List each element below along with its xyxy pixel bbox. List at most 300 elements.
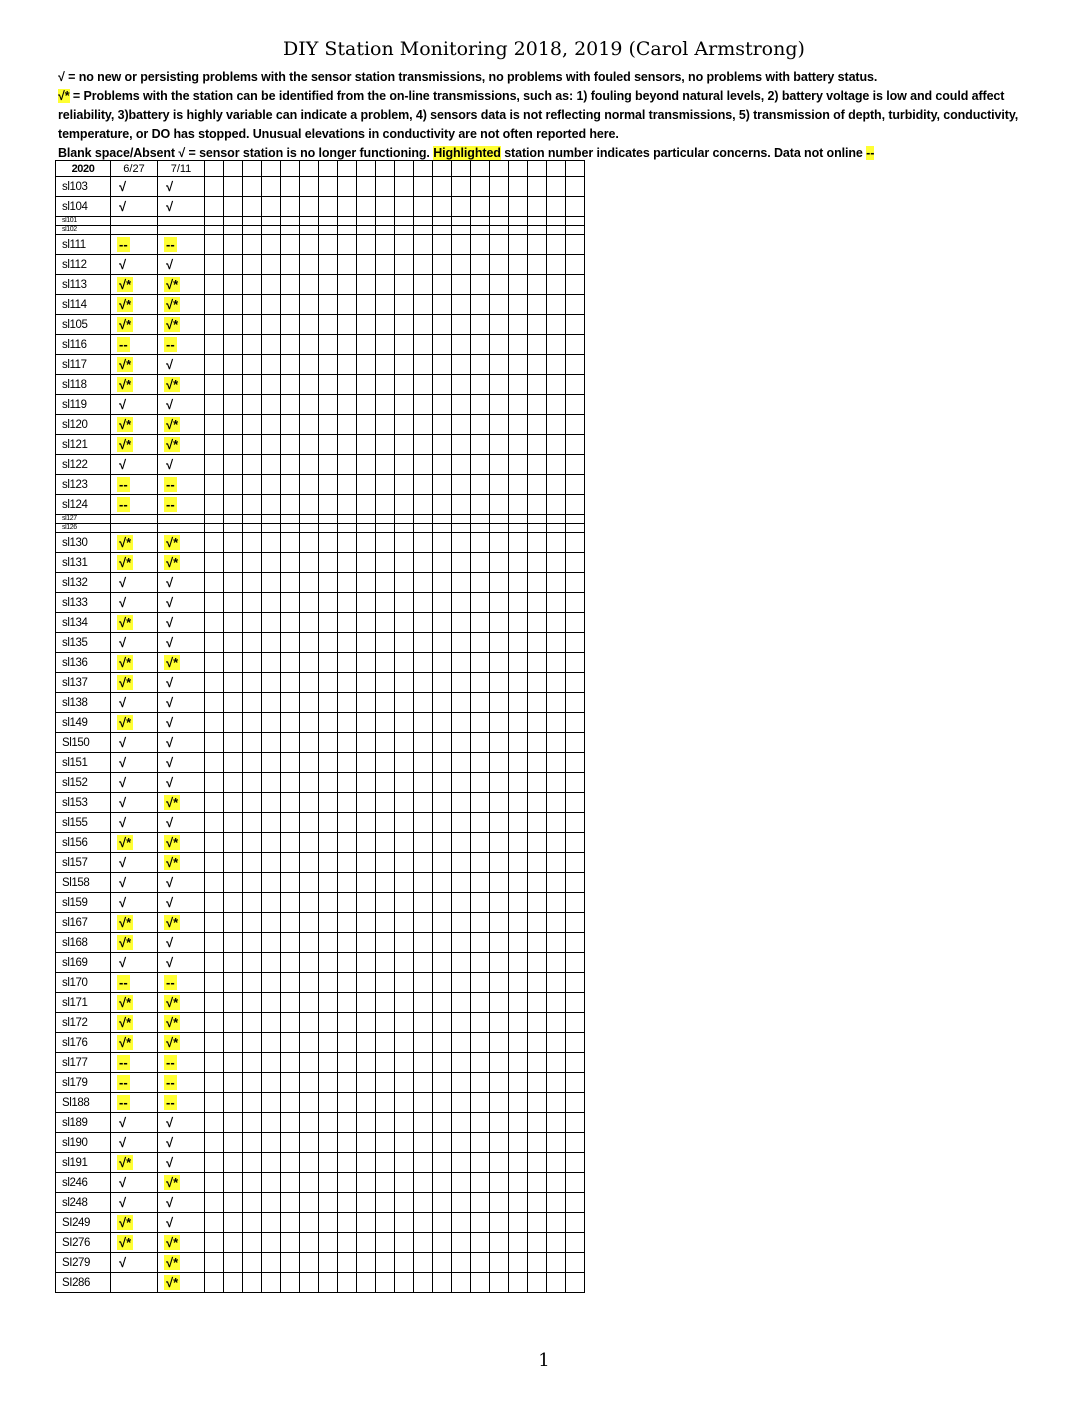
status-cell — [158, 693, 205, 713]
status-cell — [111, 177, 158, 197]
empty-cell — [509, 524, 528, 533]
empty-cell — [262, 495, 281, 515]
empty-cell — [490, 515, 509, 524]
problem-mark: √* — [119, 935, 132, 950]
empty-cell — [414, 853, 433, 873]
empty-cell — [566, 573, 585, 593]
empty-cell — [357, 217, 376, 226]
empty-cell — [509, 177, 528, 197]
no-data-mark: -- — [166, 497, 175, 512]
empty-cell — [281, 455, 300, 475]
empty-cell — [224, 1033, 243, 1053]
status-cell — [158, 515, 205, 524]
empty-cell — [376, 933, 395, 953]
empty-cell — [319, 177, 338, 197]
empty-cell — [509, 217, 528, 226]
empty-cell — [300, 873, 319, 893]
empty-cell — [300, 515, 319, 524]
empty-cell — [300, 973, 319, 993]
empty-cell — [357, 853, 376, 873]
empty-cell — [319, 873, 338, 893]
empty-cell — [243, 1113, 262, 1133]
empty-header-cell — [262, 161, 281, 177]
station-id: sl169 — [56, 953, 111, 973]
empty-cell — [547, 753, 566, 773]
empty-cell — [319, 495, 338, 515]
empty-cell — [262, 235, 281, 255]
check-mark: √ — [166, 1135, 174, 1150]
empty-cell — [357, 197, 376, 217]
empty-cell — [452, 973, 471, 993]
empty-cell — [338, 1173, 357, 1193]
table-row — [56, 1033, 585, 1053]
station-id: sl151 — [56, 753, 111, 773]
status-cell — [111, 1133, 158, 1153]
station-id: sl102 — [56, 226, 111, 235]
empty-cell — [357, 335, 376, 355]
empty-cell — [319, 973, 338, 993]
empty-cell — [452, 235, 471, 255]
empty-cell — [319, 613, 338, 633]
empty-cell — [262, 853, 281, 873]
status-cell — [158, 873, 205, 893]
empty-cell — [243, 813, 262, 833]
table-row — [56, 773, 585, 793]
empty-cell — [243, 1093, 262, 1113]
empty-cell — [262, 653, 281, 673]
table-row — [56, 1213, 585, 1233]
empty-cell — [452, 515, 471, 524]
empty-cell — [281, 1233, 300, 1253]
empty-cell — [509, 495, 528, 515]
check-mark: √ — [119, 735, 127, 750]
empty-cell — [205, 893, 224, 913]
empty-cell — [547, 1073, 566, 1093]
empty-cell — [471, 435, 490, 455]
empty-cell — [395, 235, 414, 255]
empty-cell — [452, 415, 471, 435]
status-cell — [158, 1033, 205, 1053]
empty-cell — [300, 226, 319, 235]
empty-cell — [528, 953, 547, 973]
empty-cell — [281, 933, 300, 953]
empty-cell — [509, 1213, 528, 1233]
empty-cell — [357, 773, 376, 793]
status-cell — [111, 524, 158, 533]
empty-cell — [528, 395, 547, 415]
empty-cell — [528, 753, 547, 773]
empty-cell — [376, 255, 395, 275]
empty-cell — [300, 593, 319, 613]
empty-cell — [224, 226, 243, 235]
empty-cell — [357, 1273, 376, 1293]
empty-cell — [528, 1133, 547, 1153]
empty-cell — [224, 1133, 243, 1153]
empty-cell — [414, 295, 433, 315]
empty-cell — [376, 235, 395, 255]
empty-cell — [224, 455, 243, 475]
empty-cell — [566, 1233, 585, 1253]
empty-cell — [281, 415, 300, 435]
empty-cell — [338, 177, 357, 197]
empty-cell — [566, 613, 585, 633]
empty-cell — [471, 1253, 490, 1273]
empty-cell — [205, 375, 224, 395]
empty-cell — [262, 295, 281, 315]
empty-cell — [300, 733, 319, 753]
station-id: sl177 — [56, 1053, 111, 1073]
check-mark: √ — [166, 695, 174, 710]
problem-mark: √* — [119, 437, 132, 452]
empty-cell — [528, 833, 547, 853]
empty-cell — [566, 197, 585, 217]
empty-cell — [528, 653, 547, 673]
empty-cell — [395, 1133, 414, 1153]
empty-cell — [566, 435, 585, 455]
empty-cell — [547, 177, 566, 197]
empty-cell — [509, 853, 528, 873]
no-data-mark: -- — [166, 1075, 175, 1090]
empty-cell — [414, 515, 433, 524]
empty-cell — [262, 1053, 281, 1073]
empty-cell — [490, 713, 509, 733]
problem-mark: √* — [119, 615, 132, 630]
empty-cell — [547, 524, 566, 533]
status-cell — [111, 395, 158, 415]
problem-mark: √* — [119, 535, 132, 550]
empty-cell — [357, 1133, 376, 1153]
empty-cell — [433, 1233, 452, 1253]
empty-cell — [490, 853, 509, 873]
empty-cell — [262, 733, 281, 753]
station-id: sl248 — [56, 1193, 111, 1213]
empty-header-cell — [281, 161, 300, 177]
empty-cell — [243, 177, 262, 197]
empty-cell — [452, 475, 471, 495]
empty-cell — [224, 973, 243, 993]
empty-cell — [205, 693, 224, 713]
empty-cell — [224, 255, 243, 275]
table-row — [56, 813, 585, 833]
empty-cell — [262, 613, 281, 633]
empty-cell — [471, 1033, 490, 1053]
empty-cell — [319, 275, 338, 295]
check-mark: √ — [166, 575, 174, 590]
empty-cell — [205, 833, 224, 853]
empty-cell — [490, 733, 509, 753]
empty-cell — [300, 1013, 319, 1033]
empty-cell — [319, 435, 338, 455]
empty-cell — [376, 853, 395, 873]
empty-cell — [395, 733, 414, 753]
empty-cell — [357, 813, 376, 833]
empty-cell — [433, 653, 452, 673]
empty-cell — [509, 235, 528, 255]
empty-cell — [452, 573, 471, 593]
table-row — [56, 553, 585, 573]
status-cell — [111, 853, 158, 873]
empty-cell — [490, 415, 509, 435]
status-cell — [158, 295, 205, 315]
empty-cell — [528, 553, 547, 573]
empty-cell — [395, 853, 414, 873]
empty-cell — [300, 933, 319, 953]
empty-cell — [471, 1133, 490, 1153]
empty-cell — [357, 235, 376, 255]
empty-cell — [414, 435, 433, 455]
empty-cell — [528, 1233, 547, 1253]
status-cell — [158, 973, 205, 993]
empty-cell — [319, 455, 338, 475]
empty-cell — [357, 355, 376, 375]
table-row — [56, 673, 585, 693]
empty-cell — [357, 455, 376, 475]
table-row — [56, 653, 585, 673]
empty-cell — [452, 1233, 471, 1253]
table-row — [56, 633, 585, 653]
empty-cell — [243, 515, 262, 524]
status-cell — [111, 533, 158, 553]
empty-cell — [205, 226, 224, 235]
empty-cell — [357, 1073, 376, 1093]
empty-cell — [338, 197, 357, 217]
empty-cell — [471, 524, 490, 533]
empty-cell — [547, 653, 566, 673]
empty-cell — [376, 217, 395, 226]
empty-cell — [471, 933, 490, 953]
check-mark: √ — [119, 257, 127, 272]
check-mark: √ — [166, 755, 174, 770]
empty-cell — [300, 197, 319, 217]
empty-cell — [566, 1013, 585, 1033]
empty-cell — [357, 613, 376, 633]
empty-cell — [281, 1153, 300, 1173]
empty-cell — [471, 613, 490, 633]
empty-cell — [338, 255, 357, 275]
empty-cell — [224, 573, 243, 593]
status-cell — [158, 893, 205, 913]
empty-cell — [224, 893, 243, 913]
empty-cell — [262, 593, 281, 613]
empty-cell — [566, 1173, 585, 1193]
empty-cell — [224, 593, 243, 613]
empty-cell — [528, 475, 547, 495]
empty-cell — [547, 355, 566, 375]
empty-cell — [528, 1173, 547, 1193]
problem-mark: √* — [119, 377, 132, 392]
empty-cell — [528, 524, 547, 533]
table-header-row — [56, 161, 585, 177]
empty-cell — [452, 1193, 471, 1213]
empty-cell — [452, 553, 471, 573]
empty-cell — [243, 415, 262, 435]
legend-line-ok — [58, 68, 1048, 87]
empty-cell — [452, 1073, 471, 1093]
empty-cell — [395, 893, 414, 913]
empty-cell — [319, 295, 338, 315]
empty-cell — [509, 653, 528, 673]
empty-cell — [281, 1253, 300, 1273]
empty-cell — [395, 533, 414, 553]
empty-cell — [509, 1113, 528, 1133]
empty-cell — [509, 913, 528, 933]
empty-cell — [528, 673, 547, 693]
empty-cell — [490, 613, 509, 633]
empty-cell — [224, 533, 243, 553]
check-mark: √ — [166, 775, 174, 790]
empty-cell — [319, 753, 338, 773]
empty-cell — [414, 793, 433, 813]
check-mark: √ — [119, 1255, 127, 1270]
empty-cell — [357, 573, 376, 593]
legend-line-problem — [58, 87, 1048, 144]
empty-cell — [471, 693, 490, 713]
empty-cell — [357, 733, 376, 753]
empty-cell — [224, 275, 243, 295]
empty-cell — [528, 893, 547, 913]
check-mark: √ — [119, 775, 127, 790]
empty-cell — [281, 573, 300, 593]
empty-cell — [205, 613, 224, 633]
empty-cell — [205, 1213, 224, 1233]
status-cell — [158, 1193, 205, 1213]
table-row — [56, 1193, 585, 1213]
empty-cell — [376, 833, 395, 853]
empty-cell — [509, 395, 528, 415]
empty-cell — [224, 653, 243, 673]
empty-cell — [452, 255, 471, 275]
status-cell — [158, 315, 205, 335]
empty-cell — [566, 515, 585, 524]
table-row — [56, 177, 585, 197]
empty-cell — [528, 973, 547, 993]
status-cell — [158, 533, 205, 553]
empty-cell — [243, 933, 262, 953]
empty-cell — [338, 226, 357, 235]
station-id: sl149 — [56, 713, 111, 733]
status-cell — [111, 593, 158, 613]
empty-cell — [471, 375, 490, 395]
status-cell — [111, 633, 158, 653]
empty-cell — [319, 1273, 338, 1293]
empty-cell — [509, 335, 528, 355]
problem-mark: √* — [119, 675, 132, 690]
empty-cell — [319, 693, 338, 713]
empty-cell — [243, 553, 262, 573]
empty-cell — [452, 495, 471, 515]
empty-cell — [490, 573, 509, 593]
empty-cell — [281, 1033, 300, 1053]
station-id: sl190 — [56, 1133, 111, 1153]
empty-cell — [547, 773, 566, 793]
empty-cell — [395, 475, 414, 495]
status-cell — [111, 1093, 158, 1113]
empty-cell — [357, 375, 376, 395]
table-row — [56, 235, 585, 255]
empty-cell — [471, 197, 490, 217]
empty-cell — [471, 533, 490, 553]
empty-cell — [205, 515, 224, 524]
empty-header-cell — [395, 161, 414, 177]
empty-cell — [262, 1213, 281, 1233]
empty-cell — [224, 733, 243, 753]
check-mark: √ — [166, 1215, 174, 1230]
empty-cell — [566, 533, 585, 553]
empty-cell — [471, 653, 490, 673]
empty-cell — [566, 295, 585, 315]
empty-cell — [281, 793, 300, 813]
empty-cell — [547, 275, 566, 295]
status-cell — [111, 275, 158, 295]
no-data-mark: -- — [119, 1055, 128, 1070]
empty-cell — [262, 1173, 281, 1193]
empty-cell — [471, 553, 490, 573]
empty-cell — [528, 593, 547, 613]
empty-header-cell — [566, 161, 585, 177]
empty-cell — [243, 255, 262, 275]
empty-cell — [319, 573, 338, 593]
empty-cell — [490, 524, 509, 533]
empty-cell — [414, 913, 433, 933]
empty-cell — [224, 177, 243, 197]
empty-cell — [452, 226, 471, 235]
empty-cell — [395, 355, 414, 375]
table-row — [56, 217, 585, 226]
empty-cell — [205, 177, 224, 197]
empty-cell — [414, 973, 433, 993]
empty-cell — [376, 1053, 395, 1073]
empty-cell — [566, 853, 585, 873]
empty-cell — [566, 1273, 585, 1293]
empty-cell — [243, 693, 262, 713]
empty-cell — [205, 1153, 224, 1173]
status-cell — [158, 853, 205, 873]
empty-cell — [300, 1053, 319, 1073]
empty-cell — [357, 1193, 376, 1213]
empty-cell — [547, 217, 566, 226]
empty-cell — [490, 593, 509, 613]
empty-cell — [338, 1033, 357, 1053]
empty-cell — [338, 1093, 357, 1113]
empty-cell — [528, 1053, 547, 1073]
empty-cell — [471, 395, 490, 415]
problem-mark: √* — [166, 297, 179, 312]
empty-cell — [357, 415, 376, 435]
empty-cell — [528, 295, 547, 315]
empty-header-cell — [490, 161, 509, 177]
empty-cell — [528, 993, 547, 1013]
empty-cell — [205, 275, 224, 295]
empty-cell — [547, 913, 566, 933]
empty-cell — [243, 275, 262, 295]
empty-cell — [262, 933, 281, 953]
empty-cell — [509, 515, 528, 524]
empty-cell — [262, 1233, 281, 1253]
empty-cell — [281, 1093, 300, 1113]
status-cell — [158, 633, 205, 653]
empty-cell — [262, 255, 281, 275]
empty-cell — [205, 1133, 224, 1153]
station-id: sl170 — [56, 973, 111, 993]
status-cell — [111, 1153, 158, 1173]
empty-cell — [224, 524, 243, 533]
empty-cell — [433, 435, 452, 455]
empty-cell — [357, 1173, 376, 1193]
empty-cell — [243, 953, 262, 973]
empty-cell — [205, 993, 224, 1013]
status-cell — [111, 295, 158, 315]
empty-cell — [281, 613, 300, 633]
